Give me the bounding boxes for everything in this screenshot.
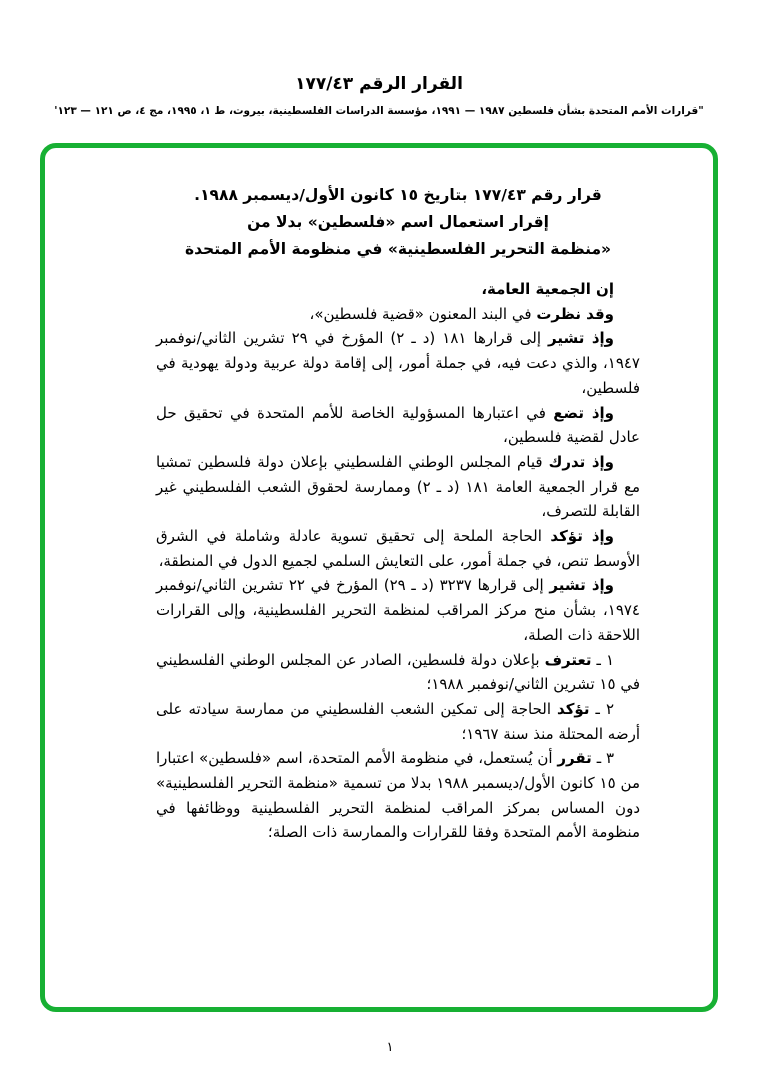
paragraph-text: قيام المجلس الوطني الفلسطيني بإعلان دولة فلسطين تمشيا مع قرار الجمعية العامة ١٨١ (د ـ ٢) وممارسة لحقوق الشعب الفلسطيني غير القابلة للتصرف، (156, 452, 641, 521)
paragraph-preamble-2 (156, 302, 640, 327)
paragraph-preamble-7 (156, 573, 640, 647)
paragraph-lead: وإذ تدرك (548, 452, 614, 471)
paragraph-lead: وإذ تؤكد (550, 527, 614, 546)
paragraph-lead: وإذ تشير (548, 329, 614, 348)
document-content (156, 182, 640, 845)
paragraph-preamble-1 (156, 277, 640, 302)
paragraph-text: أن يُستعمل، في منظومة الأمم المتحدة، اسم «فلسطين» اعتبارا من ١٥ كانون الأول/ديسمبر ١٩٨٨ بدلا من تسمية «منظمة التحرير الفلسطينية» دون المساس بمركز المراقب لمنظمة التحرير الفلسطينية ووظائفها في منظومة الأمم المتحدة وفقا للقرارات والممارسة ذات الصلة؛ (156, 749, 640, 842)
resolution-number-line: قرار رقم ١٧٧/٤٣ بتاريخ ١٥ كانون الأول/ديسمبر ١٩٨٨. (194, 186, 602, 204)
paragraph-number: ٢ ـ (589, 699, 614, 718)
paragraph-preamble-6 (156, 524, 640, 573)
page-number: ١ (386, 1040, 394, 1055)
document-border-box (40, 143, 718, 1012)
paragraph-text: الحاجة إلى تمكين الشعب الفلسطيني من ممارسة سيادته على أرضه المحتلة منذ سنة ١٩٦٧؛ (156, 699, 640, 743)
resolution-heading (156, 182, 640, 263)
source-citation: "قرارات الأمم المتحدة بشأن فلسطين ١٩٨٧ — ١٩٩١، مؤسسة الدراسات الفلسطينية، بيروت، ط ١، ١٩٩٥، مج ٤، ص ١٢١ — ١٢٣' (54, 105, 704, 117)
paragraph-lead: إن الجمعية العامة، (481, 280, 614, 298)
paragraph-lead: تؤكد (557, 699, 590, 718)
paragraph-lead: تعترف (544, 650, 592, 669)
paragraph-preamble-3 (156, 326, 640, 400)
paragraph-lead: وإذ تضع (553, 403, 614, 422)
paragraph-number: ١ ـ (591, 650, 614, 669)
paragraph-text: الحاجة الملحة إلى تحقيق تسوية عادلة وشاملة في الشرق الأوسط تنص، في جملة أمور، على التعايش السلمي لجميع الدول في المنطقة، (156, 527, 640, 570)
resolution-title-line-2: «منظمة التحرير الفلسطينية» في منظومة الأمم المتحدة (184, 240, 612, 258)
paragraph-number: ٣ ـ (591, 749, 615, 768)
paragraph-preamble-4 (156, 401, 640, 450)
paragraph-operative-2 (156, 697, 640, 746)
paragraph-text: إلى قرارها ٣٢٣٧ (د ـ ٢٩) المؤرخ في ٢٢ تشرين الثاني/نوفمبر ١٩٧٤، بشأن منح مركز المراقب لمنظمة التحرير الفلسطينية، وإلى القرارات اللاحقة ذات الصلة، (156, 576, 640, 644)
resolution-title-line-1: إقرار استعمال اسم «فلسطين» بدلا من (247, 213, 549, 231)
paragraph-text: في اعتبارها المسؤولية الخاصة للأمم المتحدة في تحقيق حل عادل لقضية فلسطين، (156, 403, 640, 447)
page-title: القرار الرقم ١٧٧/٤٣ (295, 74, 463, 94)
paragraph-lead: وإذ تشير (549, 576, 614, 595)
paragraph-lead: وقد نظرت (536, 304, 614, 323)
paragraph-text: إلى قرارها ١٨١ (د ـ ٢) المؤرخ في ٢٩ تشرين الثاني/نوفمبر ١٩٤٧، والذي دعت فيه، في جملة أمور، إلى إقامة دولة عربية ودولة يهودية في فلسطين، (156, 329, 640, 397)
paragraph-lead: تقرر (557, 749, 592, 768)
paragraph-operative-1 (156, 648, 640, 697)
paragraph-operative-3 (156, 746, 640, 845)
paragraph-text: في البند المعنون «قضية فلسطين»، (309, 304, 537, 323)
paragraph-preamble-5 (156, 450, 640, 524)
paragraph-text: بإعلان دولة فلسطين، الصادر عن المجلس الوطني الفلسطيني في ١٥ تشرين الثاني/نوفمبر ١٩٨٨؛ (156, 650, 640, 694)
